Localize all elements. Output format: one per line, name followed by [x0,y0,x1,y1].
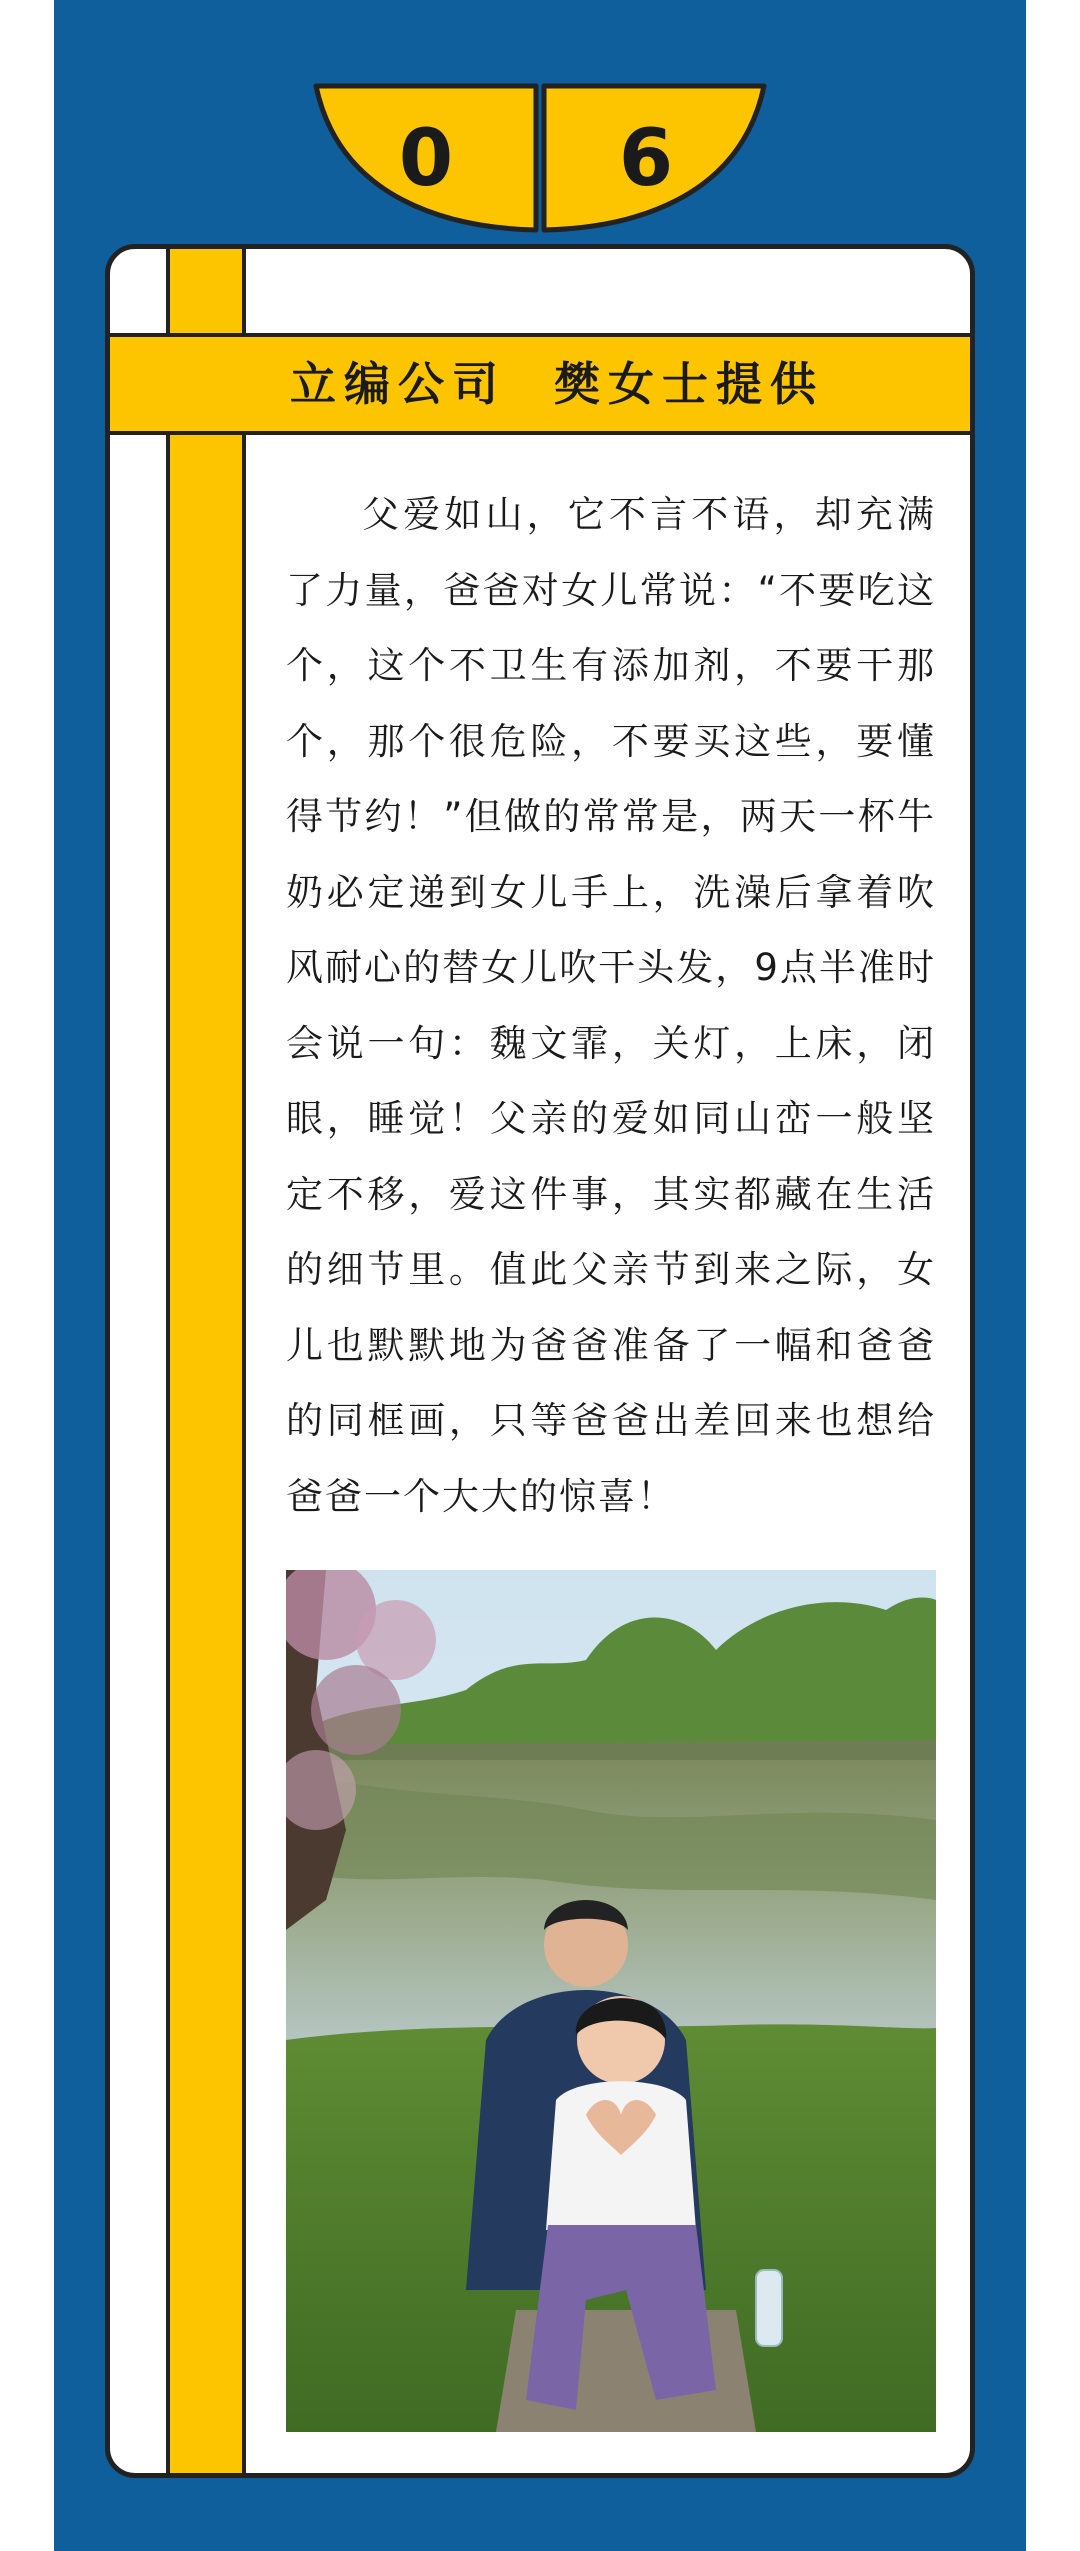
family-photo [286,1570,936,2432]
story-card [105,244,975,2478]
ribbon-horizontal [110,333,970,435]
number-right: 6 [618,114,674,204]
petal-decoration [300,80,780,250]
card-title: 立编公司 樊女士提供 [290,357,825,411]
story-text: 父爱如山，它不言不语，却充满了力量，爸爸对女儿常说：“不要吃这个，这个不卫生有添加剂，不要干那个，那个很危险，不要买这些，要懂得节约！”但做的常常是，两天一杯牛奶必定递到女儿手上，洗澡后拿着吹风耐心的替女儿吹干头发，9点半准时会说一句：魏文霏，关灯，上床，闭眼，睡觉！父亲的爱如同山峦一般坚定不移，爱这件事，其实都藏在生活的细节里。值此父亲节到来之际，女儿也默默地为爸爸准备了一幅和爸爸的同框画，只等爸爸出差回来也想给爸爸一个大大的惊喜！ [286,493,936,1518]
number-left: 0 [398,114,454,204]
ribbon-vertical [166,244,246,2478]
